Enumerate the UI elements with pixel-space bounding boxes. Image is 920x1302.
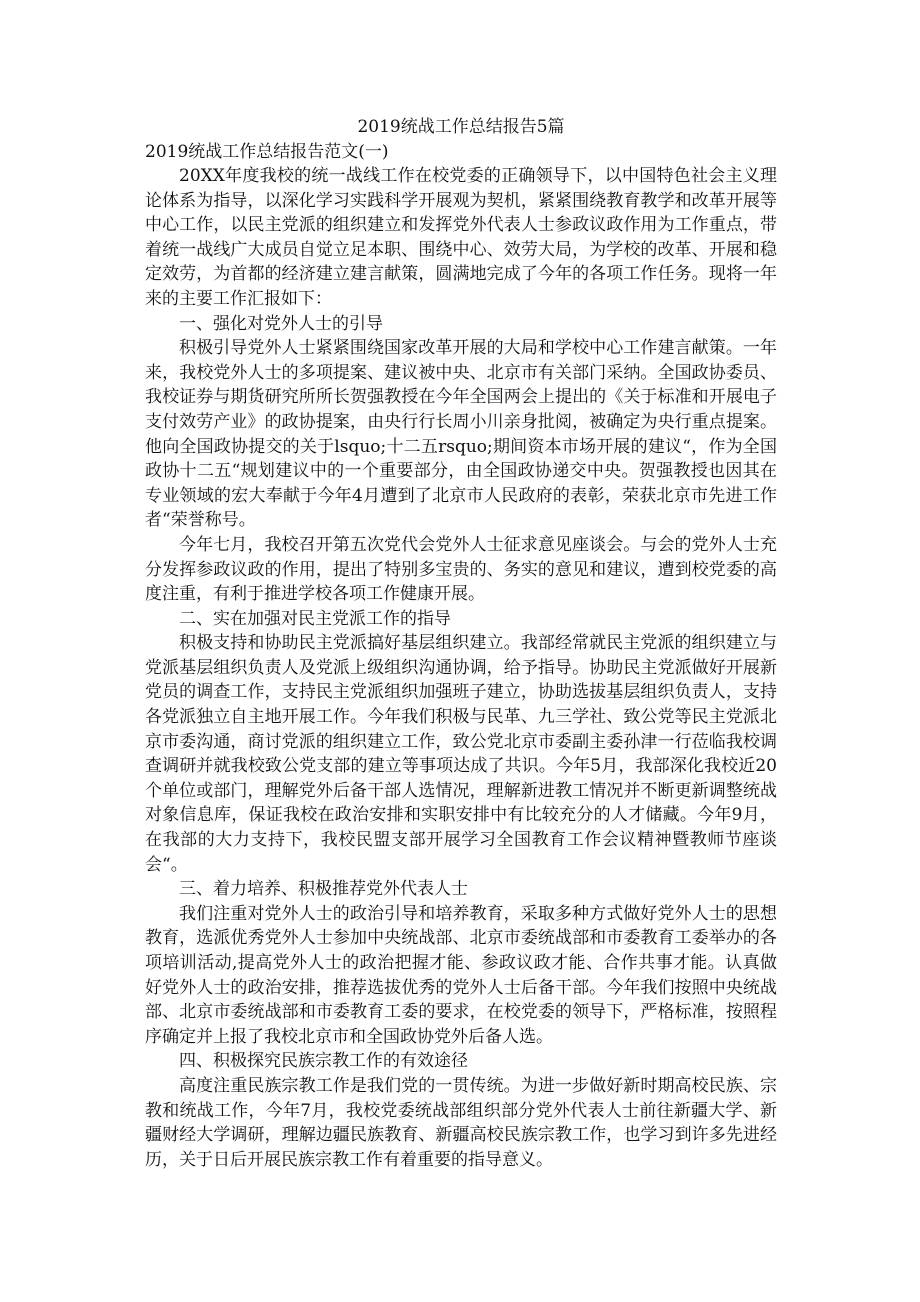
body-paragraph: 今年七月，我校召开第五次党代会党外人士征求意见座谈会。与会的党外人士充分发挥参政议政的作用，提出了特别多宝贵的、务实的意见和建议，遭到校党委的高度注重，有利于推进学校各项工作健康开展。 <box>145 534 777 605</box>
section-1 <box>145 312 777 607</box>
intro-paragraph: 20XX年度我校的统一战线工作在校党委的正确领导下，以中国特色社会主义理论体系为指导，以深化学习实践科学开展观为契机，紧紧围绕教育教学和改革开展等中心工作，以民主党派的组织建立和发挥党外代表人士参政议政作用为工作重点，带着统一战线广大成员自觉立足本职、围绕中心、效劳大局，为学校的改革、开展和稳定效劳，为首都的经济建立建言献策，圆满地完成了今年的各项工作任务。现将一年来的主要工作汇报如下： <box>145 166 777 309</box>
body-paragraph: 高度注重民族宗教工作是我们党的一贯传统。为进一步做好新时期高校民族、宗教和统战工作，今年7月，我校党委统战部组织部分党外代表人士前往新疆大学、新疆财经大学调研，理解边疆民族教育、新疆高校民族宗教工作，也学习到许多先进经历，关于日后开展民族宗教工作有着重要的指导意义。 <box>145 1075 777 1170</box>
document-title: 2019统战工作总结报告5篇 <box>357 117 565 137</box>
body-paragraph: 积极支持和协助民主党派搞好基层组织建立。我部经常就民主党派的组织建立与党派基层组织负责人及党派上级组织沟通协调，给予指导。协助民主党派做好开展新党员的调查工作，支持民主党派组织加强班子建立，协助选拔基层组织负责人，支持各党派独立自主地开展工作。今年我们积极与民革、九三学社、致公党等民主党派北京市委沟通，商讨党派的组织建立工作，致公党北京市委副主委孙津一行莅临我校调查调研并就我校致公党支部的建立等事项达成了共识。今年5月，我部深化我校近20个单位或部门，理解党外后备干部人选情况，理解新进教工情况并不断更新调整统战对象信息库，保证我校在政治安排和实职安排中有比较充分的人才储藏。今年9月，在我部的大力支持下，我校民盟支部开展学习全国教育工作会议精神暨教师节座谈会“。 <box>145 633 777 875</box>
body-paragraph: 我们注重对党外人士的政治引导和培养教育，采取多种方式做好党外人士的思想教育，选派优秀党外人士参加中央统战部、北京市委统战部和市委教育工委举办的各项培训活动,提高党外人士的政治把握才能、参政议政才能、合作共事才能。认真做好党外人士的政治安排，推荐选拔优秀的党外人士后备干部。今年我们按照中央统战部、北京市委统战部和市委教育工委的要求，在校党委的领导下，严格标准，按照程序确定并上报了我校北京市和全国政协党外后备人选。 <box>145 903 777 1047</box>
document-subtitle: 2019统战工作总结报告范文(一) <box>145 142 389 162</box>
section-heading: 三、着力培养、积极推荐党外代表人士 <box>179 879 468 900</box>
section-heading: 四、积极探究民族宗教工作的有效途径 <box>179 1051 468 1072</box>
section-3 <box>145 877 777 1049</box>
section-heading: 一、强化对党外人士的引导 <box>179 313 383 334</box>
section-2 <box>145 607 777 878</box>
section-heading: 二、实在加强对民主党派工作的指导 <box>179 608 451 629</box>
section-4 <box>145 1049 777 1172</box>
body-paragraph: 积极引导党外人士紧紧围绕国家改革开展的大局和学校中心工作建言献策。一年来，我校党外人士的多项提案、建议被中央、北京市有关部门采纳。全国政协委员、我校证券与期货研究所所长贺强教授在今年全国两会上提出的《关于标准和开展电子支付效劳产业》的政协提案，由央行行长周小川亲身批阅，被确定为央行重点提案。他向全国政协提交的关于lsquo;十二五rsquo;期间资本市场开展的建议“，作为全国政协十二五“规划建议中的一个重要部分，由全国政协递交中央。贺强教授也因其在专业领域的宏大奉献于今年4月遭到了北京市人民政府的表彰，荣获北京市先进工作者“荣誉称号。 <box>145 338 777 531</box>
document-page <box>145 115 777 1172</box>
